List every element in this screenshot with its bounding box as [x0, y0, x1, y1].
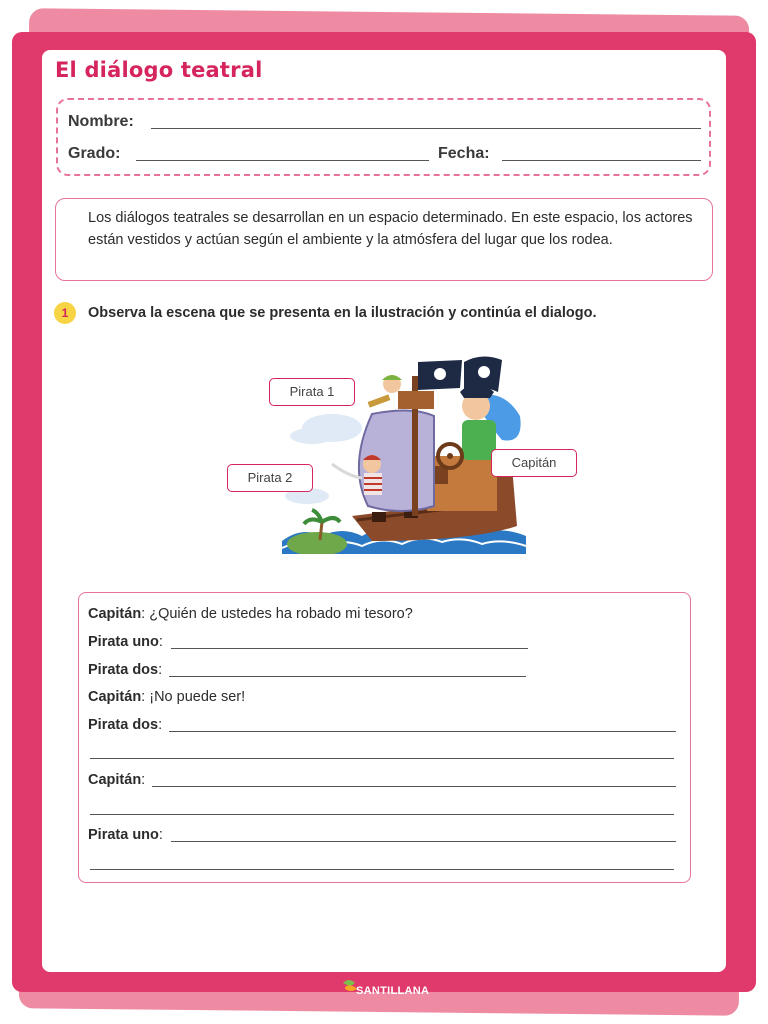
page-title: El diálogo teatral	[55, 58, 263, 82]
callout-pirata-2: Pirata 2	[227, 464, 313, 492]
nombre-field[interactable]	[151, 128, 701, 129]
dialogue-line-7: Pirata uno:	[88, 827, 163, 843]
speaker-label: Pirata uno	[88, 634, 159, 650]
grado-label: Grado:	[68, 145, 121, 162]
dialogue-line-3: Pirata dos:	[88, 662, 163, 678]
line-text: ¿Quién de ustedes ha robado mi tesoro?	[149, 606, 413, 622]
grado-field[interactable]	[136, 160, 429, 161]
fecha-label: Fecha:	[438, 145, 490, 162]
dialogue-line-1: Capitán: ¿Quién de ustedes ha robado mi tesoro?	[88, 606, 413, 622]
speaker-label: Pirata dos	[88, 662, 159, 678]
footer-brand: SANTILLANA	[356, 985, 430, 997]
question-text: Observa la escena que se presenta en la ilustración y continúa el dialogo.	[88, 305, 597, 321]
answer-line[interactable]	[152, 786, 676, 787]
nombre-label: Nombre:	[68, 113, 134, 130]
answer-line[interactable]	[169, 731, 676, 732]
dialogue-line-5: Pirata dos:	[88, 717, 163, 733]
fecha-field[interactable]	[502, 160, 701, 161]
question-number-badge: 1	[54, 302, 76, 324]
answer-line[interactable]	[169, 676, 526, 677]
callout-pirata-1: Pirata 1	[269, 378, 355, 406]
speaker-label: Pirata dos	[88, 717, 159, 733]
line-text: ¡No puede ser!	[149, 689, 246, 705]
pirate-ship-illustration	[172, 336, 528, 554]
dialogue-line-4: Capitán: ¡No puede ser!	[88, 689, 246, 705]
speaker-label: Capitán	[88, 606, 142, 622]
student-info-box	[56, 98, 711, 176]
answer-line[interactable]	[90, 869, 674, 870]
dialogue-line-6: Capitán:	[88, 772, 146, 788]
speaker-label: Pirata uno	[88, 827, 159, 843]
answer-line[interactable]	[90, 758, 674, 759]
answer-line[interactable]	[171, 841, 676, 842]
answer-line[interactable]	[171, 648, 528, 649]
dialogue-line-2: Pirata uno:	[88, 634, 163, 650]
speaker-label: Capitán	[88, 689, 142, 705]
intro-text: Los diálogos teatrales se desarrollan en un espacio determinado. En este espacio, los actores están vestidos y actúan según el ambiente y la atmósfera del lugar que los rodea.	[88, 210, 693, 248]
answer-line[interactable]	[90, 814, 674, 815]
dialogue-box	[78, 592, 691, 883]
speaker-label: Capitán	[88, 772, 142, 788]
callout-capitan: Capitán	[491, 449, 577, 477]
